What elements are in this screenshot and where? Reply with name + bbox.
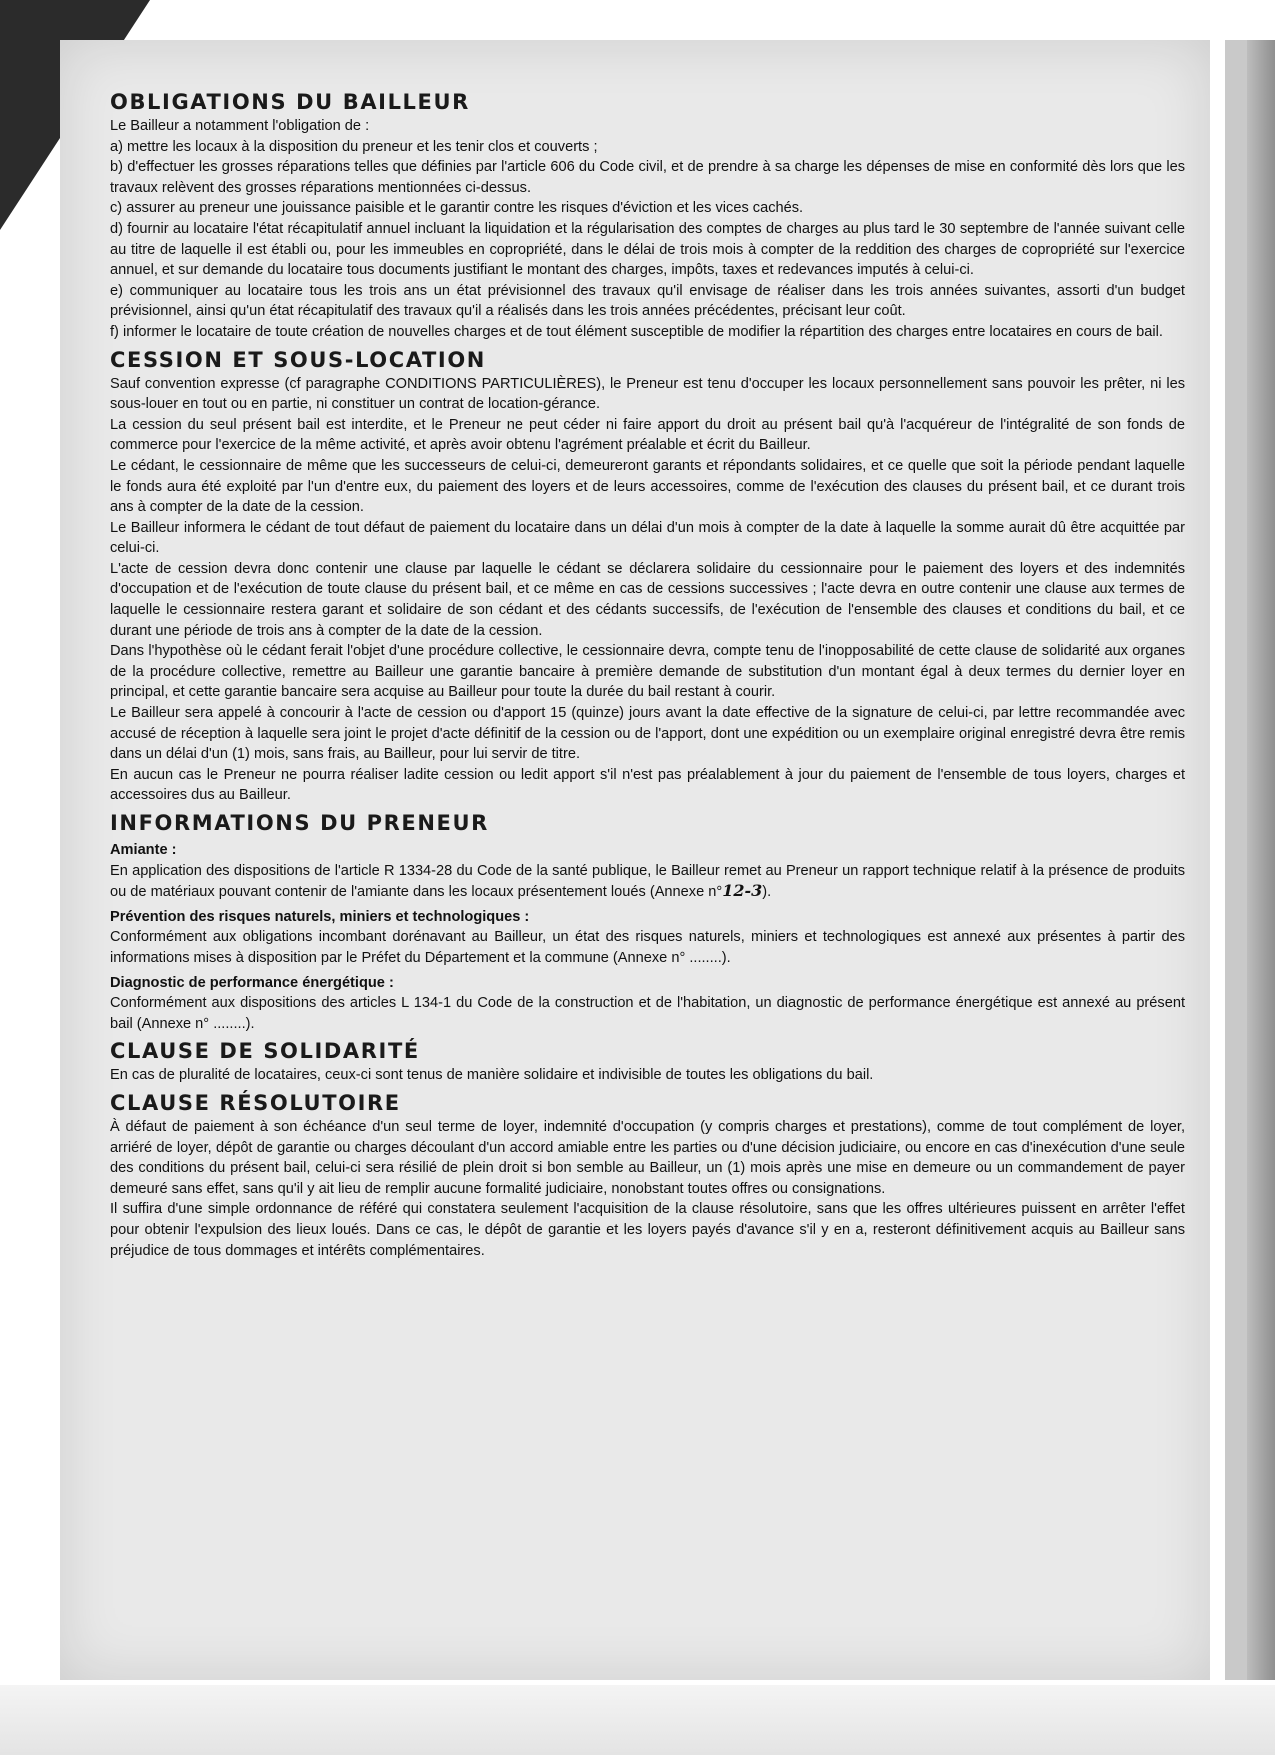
section-title-solidarite: CLAUSE DE SOLIDARITÉ [110, 1039, 420, 1064]
document-content [110, 85, 1185, 1261]
cession-paragraph: L'acte de cession devra donc contenir une clause par laquelle le cédant se déclarera solidaire du cessionnaire pour le paiement des loyers et des indemnités d'occupation et de l'exécution de toute clause du présent bail, et ce même en cas de cessions successives ; l'acte devra en outre contenir une clause aux termes de laquelle le cessionnaire restera garant et solidaire de son cédant et des cédants successifs, de l'exécution de l'ensemble des clauses et conditions du bail, et ce durant une période de trois ans à compter de la date de la cession. [110, 560, 1185, 639]
amiante-heading: Amiante : [110, 842, 177, 858]
cession-paragraph: En aucun cas le Preneur ne pourra réaliser ladite cession ou ledit apport s'il n'est pas préalablement à jour du paiement de l'ensemble de tous loyers, charges et accessoires dus au Bailleur. [110, 766, 1185, 804]
resolutoire-paragraph: À défaut de paiement à son échéance d'un seul terme de loyer, indemnité d'occupation (y compris charges et prestations), comme de tout complément de loyer, arriéré de loyer, dépôt de garantie ou charges découlant d'un accord amiable entre les parties ou d'une décision judiciaire, ou encore en cas d'inexécution d'une seule des conditions du présent bail, celui-ci sera résilié de plein droit si bon semble au Bailleur, un (1) mois après une mise en demeure ou un commandement de payer demeuré sans effet, sans qu'il y ait lieu de remplir aucune formalité judiciaire, nonobstant toutes offres ou consignations. [110, 1118, 1185, 1197]
risques-paragraph [110, 927, 1185, 968]
obligation-item-c: c) assurer au preneur une jouissance paisible et le garantir contre les risques d'éviction et les vices cachés. [110, 200, 804, 217]
amiante-end: ). [762, 884, 772, 901]
obligations-intro: Le Bailleur a notamment l'obligation de : [110, 118, 370, 134]
obligation-item-f: f) informer le locataire de toute création de nouvelles charges et de tout élément susceptible de modifier la répartition des charges entre locataires en cours de bail. [110, 323, 1163, 340]
dpe-heading: Diagnostic de performance énergétique : [110, 974, 394, 991]
cession-paragraph: Le Bailleur sera appelé à concourir à l'acte de cession ou d'apport 15 (quinze) jours avant la date effective de la signature de celui-ci, par lettre recommandée avec accusé de réception à laquelle sera joint le projet d'acte définitif de la cession ou de l'apport, dont une expédition ou un exemplaire original enregistré devra être remis dans un délai d'un (1) mois, sans frais, au Bailleur, pour lui servir de titre. [110, 705, 1185, 763]
obligation-item-e: e) communiquer au locataire tous les trois ans un état prévisionnel des travaux qu'il envisage de réaliser dans les trois années suivantes, assorti d'un budget prévisionnel, ainsi qu'un état récapitulatif des travaux qu'il a réalisés dans les trois années précédentes, précisant leur coût. [110, 282, 1185, 320]
dpe-annex-blank: ........ [213, 1015, 246, 1032]
cession-paragraph: Dans l'hypothèse où le cédant ferait l'objet d'une procédure collective, le cessionnaire devra, compte tenu de l'inopposabilité de cette clause de solidarité aux organes de la procédure collective, remettre au Bailleur une garantie bancaire à première demande de substitution d'un montant égal à deux termes du dernier loyer en principal, et cette garantie bancaire sera acquise au Bailleur pour toute la durée du bail restant à courir. [110, 643, 1185, 701]
amiante-text: En application des dispositions de l'article R 1334-28 du Code de la santé publique, le Bailleur remet au Preneur un rapport technique relatif à la présence de produits ou de matériaux pouvant contenir de l'amiante dans les locaux présentement loués (Annexe n° [110, 862, 1185, 901]
dpe-text: Conformément aux dispositions des articles L 134-1 du Code de la construction et de l'habitation, un diagnostic de performance énergétique est annexé au présent bail (Annexe n° [110, 995, 1185, 1032]
risques-text: Conformément aux obligations incombant dorénavant au Bailleur, un état des risques naturels, miniers et technologiques est annexé aux présentes à partir des informations mises à disposition par le Préfet du Département et la commune (Annexe n° [110, 929, 1185, 966]
solidarite-text: En cas de pluralité de locataires, ceux-ci sont tenus de manière solidaire et indivisible de toutes les obligations du bail. [110, 1067, 874, 1084]
section-cession [110, 347, 1185, 806]
cession-paragraph: Le Bailleur informera le cédant de tout défaut de paiement du locataire dans un délai d'un mois à compter de la date à laquelle la somme aurait dû être acquittée par celui-ci. [110, 519, 1185, 557]
section-title-resolutoire: CLAUSE RÉSOLUTOIRE [110, 1090, 401, 1115]
section-title-informations: INFORMATIONS DU PRENEUR [110, 811, 489, 835]
dpe-end: ). [245, 1015, 255, 1032]
resolutoire-paragraph: Il suffira d'une simple ordonnance de référé qui constatera seulement l'acquisition de la clause résolutoire, sans que les offres ultérieures puissent en arrêter l'effet pour obtenir l'expulsion des lieux loués. Dans ce cas, le dépôt de garantie et les loyers payés d'avance s'il y en a, resteront définitivement acquis au Bailleur sans préjudice de tous dommages et intérêts complémentaires. [110, 1201, 1185, 1259]
section-solidarite [110, 1038, 1185, 1086]
section-obligations [110, 89, 1185, 343]
obligation-item-b: b) d'effectuer les grosses réparations telles que définies par l'article 606 du Code civil, et de prendre à sa charge les dépenses de mise en conformité dès lors que les travaux relèvent des grosses réparations mentionnées ci-dessus. [110, 159, 1185, 196]
cession-paragraph: Sauf convention expresse (cf paragraphe CONDITIONS PARTICULIÈRES), le Preneur est tenu d'occuper les locaux personnellement sans pouvoir les prêter, ni les sous-louer en tout ou en partie, ni constituer un contrat de location-gérance. [110, 375, 1185, 413]
section-resolutoire [110, 1090, 1185, 1261]
risques-annex-blank: ........ [689, 949, 722, 966]
risques-end: ). [721, 949, 731, 966]
cession-paragraph: Le cédant, le cessionnaire de même que les successeurs de celui-ci, demeureront garants et répondants solidaires, et ce quelle que soit la période pendant laquelle le fonds aura été exploité par l'un d'entre eux, du paiement des loyers et de leurs accessoires, comme de l'exécution des clauses du présent bail, et ce durant trois ans à compter de la date de la cession. [110, 457, 1185, 516]
amiante-paragraph [110, 861, 1185, 903]
section-title-obligations: OBLIGATIONS DU BAILLEUR [110, 90, 470, 114]
cession-paragraph: La cession du seul présent bail est interdite, et le Preneur ne peut céder ni faire apport du droit au présent bail qu'à l'acquéreur de l'intégralité de son fonds de commerce pour l'exercice de la même activité, et après avoir obtenu l'agrément préalable et écrit du Bailleur. [110, 416, 1185, 454]
scan-edge-shadow [1247, 40, 1275, 1680]
dpe-paragraph [110, 993, 1185, 1034]
scan-edge-strip [1225, 40, 1247, 1680]
risques-heading: Prévention des risques naturels, miniers et technologiques : [110, 908, 530, 925]
amiante-annex-number: 12-3 [722, 881, 763, 901]
section-informations [110, 810, 1185, 1034]
scan-bottom-margin [0, 1685, 1275, 1755]
obligation-item-d: d) fournir au locataire l'état récapitulatif annuel incluant la liquidation et la régularisation des comptes de charges au plus tard le 30 septembre de l'année suivant celle au titre de laquelle il est établi ou, pour les immeubles en copropriété, dans le délai de trois mois à compter de la reddition des charges de copropriété sur l'exercice annuel, et sur demande du locataire tous documents justifiant le montant des charges, impôts, taxes et redevances imputés à celui-ci. [110, 220, 1185, 279]
section-title-cession: CESSION ET SOUS-LOCATION [110, 347, 486, 372]
obligation-item-a: a) mettre les locaux à la disposition du preneur et les tenir clos et couverts ; [110, 138, 598, 155]
